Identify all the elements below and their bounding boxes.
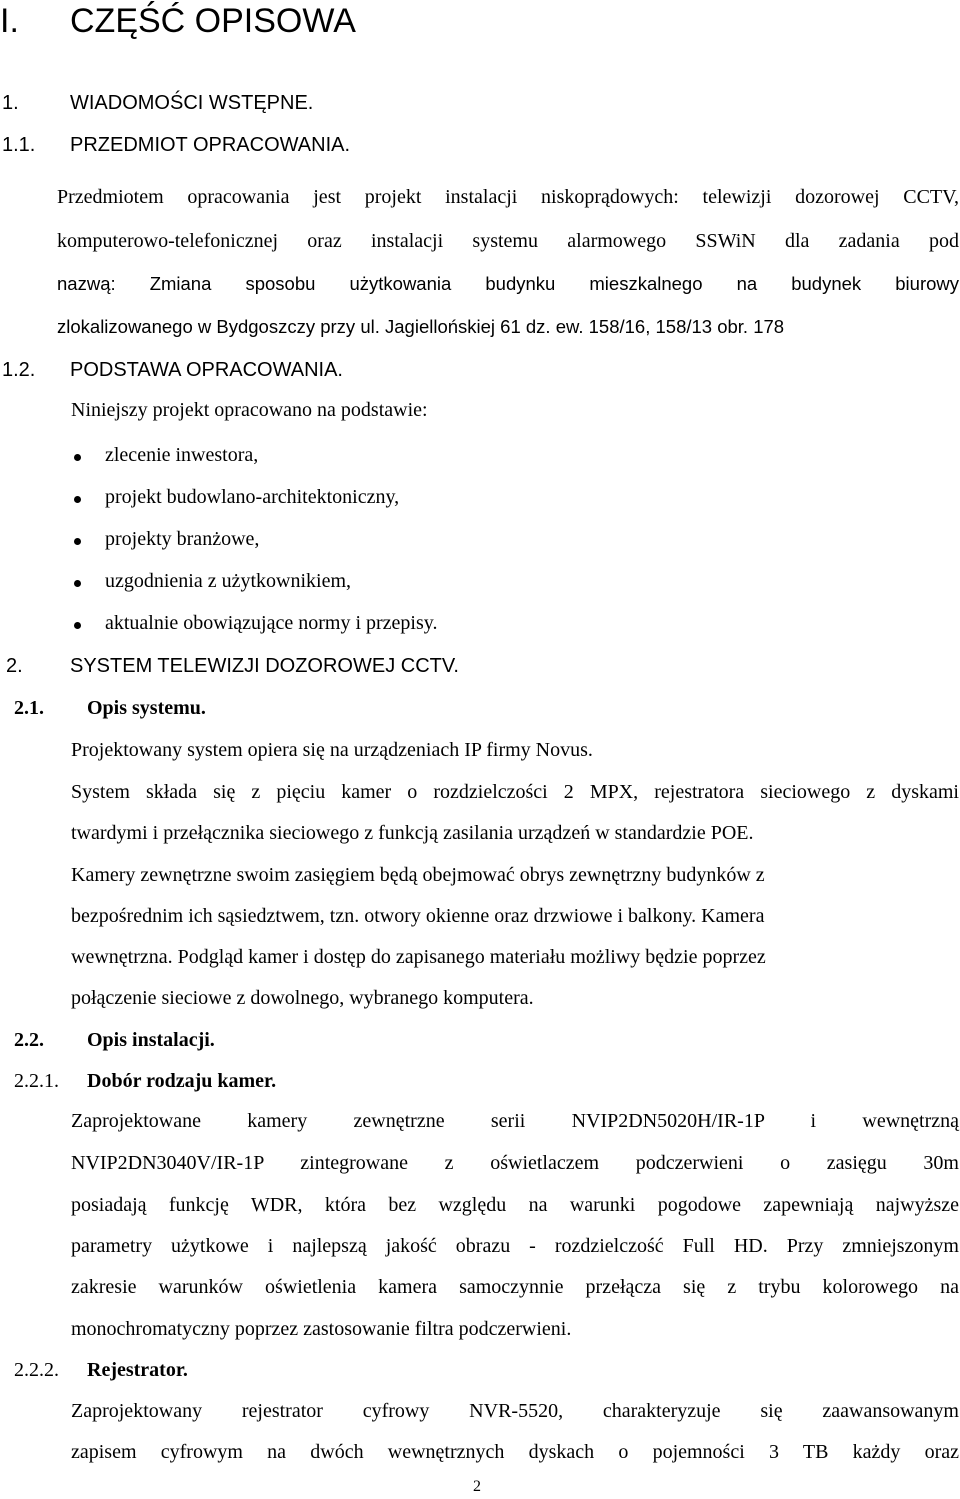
paragraph-line: połączenie sieciowe z dowolnego, wybranego komputera. [71,987,534,1009]
heading-2-1 [14,697,206,720]
bullet-icon [74,538,81,545]
heading-2-2-1 [14,1070,276,1093]
heading-title: SYSTEM TELEWIZJI DOZOROWEJ CCTV. [70,655,459,677]
paragraph-line: zlokalizowanego w Bydgoszczy przy ul. Jagiellońskiej 61 dz. ew. 158/16, 158/13 obr. 178 [57,316,785,337]
paragraph-line: nazwą: Zmiana sposobu użytkowania budynku mieszkalnego na budynek biurowy [57,273,959,294]
heading-title: Rejestrator. [87,1359,188,1381]
paragraph-line: Projektowany system opiera się na urządzeniach IP firmy Novus. [71,739,593,761]
heading-number: 2.2.2. [14,1359,59,1381]
paragraph-line: bezpośrednim ich sąsiedztwem, tzn. otwory okienne oraz drzwiowe i balkony. Kamera [71,905,765,927]
heading-number: 2.2.1. [14,1070,59,1092]
heading-title: PODSTAWA OPRACOWANIA. [70,359,343,381]
paragraph-line: Kamery zewnętrzne swoim zasięgiem będą obejmować obrys zewnętrzny budynków z [71,864,765,886]
paragraph-line: zakresie warunków oświetlenia kamera samoczynnie przełącza się z trybu kolorowego na [71,1276,959,1298]
heading-number: 1. [2,92,19,114]
list-item: uzgodnienia z użytkownikiem, [105,570,352,592]
bullet-icon [74,622,81,629]
heading-title: Opis systemu. [87,697,206,719]
heading-number: 2.1. [14,697,44,719]
paragraph-line: NVIP2DN3040V/IR-1P zintegrowane z oświetlaczem podczerwieni o zasięgu 30m [71,1152,959,1174]
list-item: projekt budowlano-architektoniczny, [105,486,400,508]
paragraph-line: Zaprojektowany rejestrator cyfrowy NVR-5520, charakteryzuje się zaawansowanym [71,1400,959,1422]
paragraph-line: System składa się z pięciu kamer o rozdzielczości 2 MPX, rejestratora sieciowego z dyskami [71,781,959,803]
heading-title: Opis instalacji. [87,1029,215,1051]
list-item: projekty branżowe, [105,528,260,550]
list-item: aktualnie obowiązujące normy i przepisy. [105,612,438,634]
heading-1 [2,92,313,115]
heading-number: 1.2. [2,359,36,381]
section-title: CZĘŚĆ OPISOWA [70,2,356,40]
heading-number: 2. [6,655,23,677]
heading-title: PRZEDMIOT OPRACOWANIA. [70,134,351,156]
bullet-icon [74,454,81,461]
basis-intro: Niniejszy projekt opracowano na podstawie: [71,399,428,421]
paragraph-line: parametry użytkowe i najlepszą jakość obrazu - rozdzielczość Full HD. Przy zmniejszonym [71,1235,959,1257]
paragraph-line: Przedmiotem opracowania jest projekt instalacji niskoprądowych: telewizji dozorowej CCTV, [57,186,959,208]
paragraph-line: posiadają funkcję WDR, która bez względu na warunki pogodowe zapewniają najwyższe [71,1194,959,1216]
heading-2-2 [14,1029,215,1052]
paragraph-line: zapisem cyfrowym na dwóch wewnętrznych dyskach o pojemności 3 TB każdy oraz [71,1441,959,1463]
section-heading [0,2,356,41]
bullet-icon [74,580,81,587]
heading-number: 2.2. [14,1029,44,1051]
paragraph-line: komputerowo-telefonicznej oraz instalacji systemu alarmowego SSWiN dla zadania pod [57,230,959,252]
paragraph-line: twardymi i przełącznika sieciowego z funkcją zasilania urządzeń w standardzie POE. [71,822,754,844]
bullet-icon [74,496,81,503]
heading-1-1 [2,134,350,157]
heading-number: 1.1. [2,134,36,156]
paragraph-line: monochromatyczny poprzez zastosowanie filtra podczerwieni. [71,1318,572,1340]
list-item: zlecenie inwestora, [105,444,259,466]
heading-2-2-2 [14,1359,188,1382]
heading-title: Dobór rodzaju kamer. [87,1070,277,1092]
page-number: 2 [473,1478,481,1495]
paragraph-line: wewnętrzna. Podgląd kamer i dostęp do zapisanego materiału możliwy będzie poprzez [71,946,766,968]
paragraph-line: Zaprojektowane kamery zewnętrzne serii NVIP2DN5020H/IR-1P i wewnętrzną [71,1110,959,1132]
heading-1-2 [2,359,343,382]
heading-2 [6,655,459,678]
heading-title: WIADOMOŚCI WSTĘPNE. [70,92,314,114]
section-number: I. [0,2,19,40]
